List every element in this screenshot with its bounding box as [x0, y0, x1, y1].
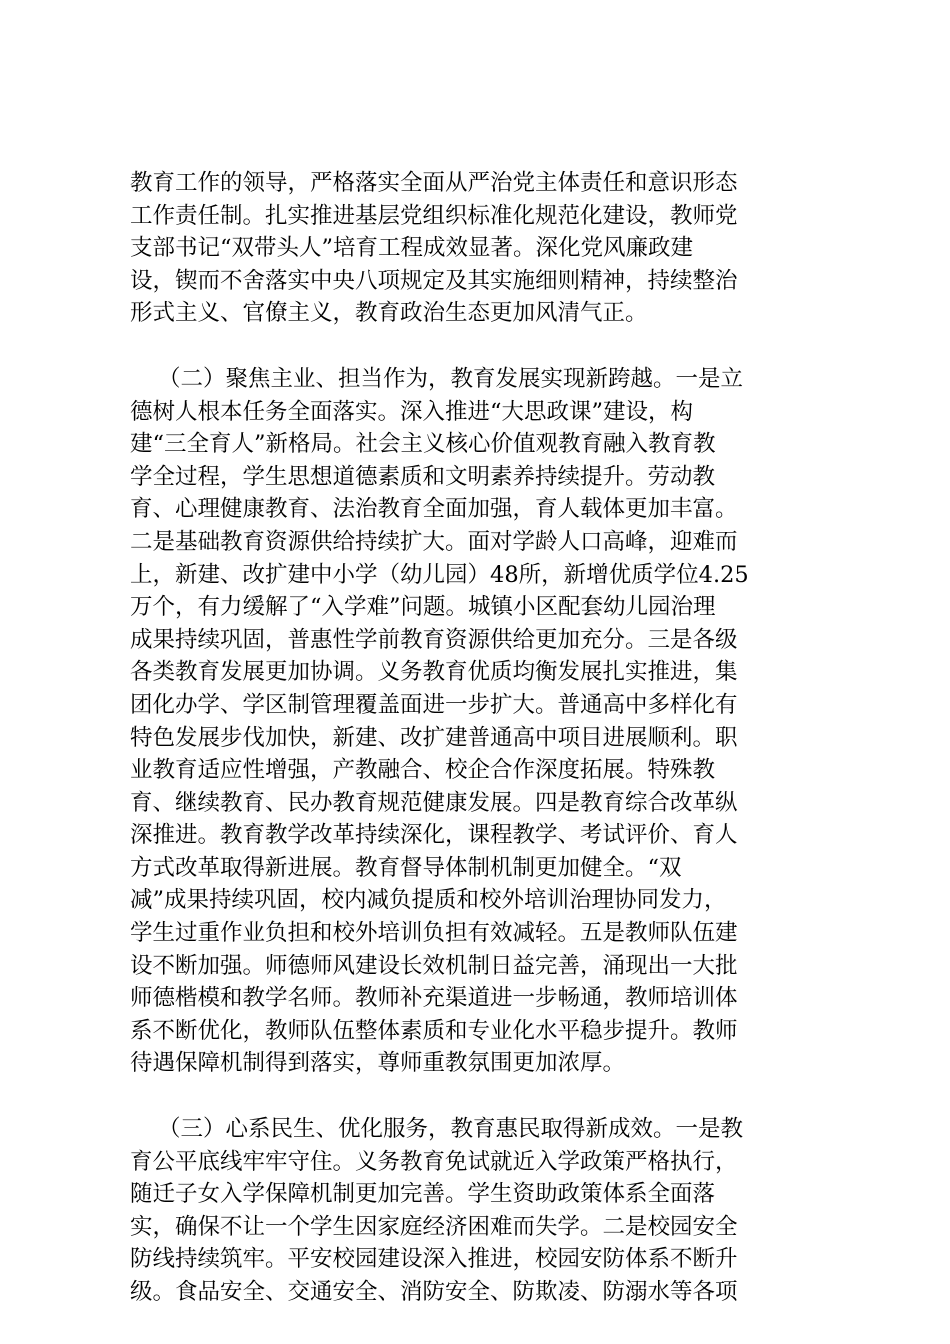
- text-line: 师德楷模和教学名师。教师补充渠道进一步畅通，教师培训体: [130, 985, 738, 1012]
- text-line: 级。食品安全、交通安全、消防安全、防欺凌、防溺水等各项: [130, 1279, 738, 1305]
- text-line: 支部书记“双带头人”培育工程成效显著。深化党风廉政建: [130, 235, 694, 262]
- text-line: 方式改革取得新进展。教育督导体制机制更加健全。“双: [130, 854, 682, 881]
- text-line: 学全过程，学生思想道德素质和文明素养持续提升。劳动教: [130, 463, 716, 490]
- text-line: 教育工作的领导，严格落实全面从严治党主体责任和意识形态: [130, 170, 738, 196]
- text-line: 学生过重作业负担和校外培训负担有效减轻。五是教师队伍建: [130, 920, 738, 947]
- text-line: （三）心系民生、优化服务，教育惠民取得新成效。一是教: [158, 1116, 744, 1143]
- text-line: 待遇保障机制得到落实，尊师重教氛围更加浓厚。: [130, 1050, 626, 1077]
- text-line: 工作责任制。扎实推进基层党组织标准化规范化建设，教师党: [130, 202, 738, 229]
- paragraph-3: [130, 1113, 827, 1309]
- text-line: 深推进。教育教学改革持续深化，课程教学、考试评价、育人: [130, 822, 738, 849]
- text-line: 二是基础教育资源供给持续扩大。面对学龄人口高峰，迎难而: [130, 528, 738, 555]
- text-line: 特色发展步伐加快，新建、改扩建普通高中项目进展顺利。职: [130, 724, 738, 751]
- text-line: 育、继续教育、民办教育规范健康发展。四是教育综合改革纵: [130, 789, 738, 816]
- document-body: [130, 167, 827, 1342]
- text-line: 上，新建、改扩建中小学（幼儿园）48所，新增优质学位4.25: [130, 561, 749, 588]
- paragraph-1: [130, 167, 827, 330]
- text-line: 设，锲而不舍落实中央八项规定及其实施细则精神，持续整治: [130, 267, 738, 294]
- text-line: 团化办学、学区制管理覆盖面进一步扩大。普通高中多样化有: [130, 691, 738, 718]
- text-line: 德树人根本任务全面落实。深入推进“大思政课”建设，构: [130, 398, 694, 425]
- text-line: 随迁子女入学保障机制更加完善。学生资助政策体系全面落: [130, 1181, 716, 1208]
- text-line: 育、心理健康教育、法治教育全面加强，育人载体更加丰富。: [130, 496, 738, 523]
- text-line: 实，确保不让一个学生因家庭经济困难而失学。二是校园安全: [130, 1213, 738, 1240]
- text-line: 系不断优化，教师队伍整体素质和专业化水平稳步提升。教师: [130, 1017, 738, 1044]
- text-line: 万个，有力缓解了“入学难”问题。城镇小区配套幼儿园治理: [130, 594, 716, 621]
- text-line: 业教育适应性增强，产教融合、校企合作深度拓展。特殊教: [130, 757, 716, 784]
- text-line: 防线持续筑牢。平安校园建设深入推进，校园安防体系不断升: [130, 1246, 738, 1273]
- text-line: 育公平底线牢牢守住。义务教育免试就近入学政策严格执行，: [130, 1148, 738, 1175]
- text-line: 成果持续巩固，普惠性学前教育资源供给更加充分。三是各级: [130, 626, 738, 653]
- text-line: 建“三全育人”新格局。社会主义核心价值观教育融入教育教: [130, 431, 716, 458]
- text-line: 设不断加强。师德师风建设长效机制日益完善，涌现出一大批: [130, 952, 738, 979]
- paragraph-2: [130, 363, 827, 1080]
- text-line: 各类教育发展更加协调。义务教育优质均衡发展扎实推进，集: [130, 659, 738, 686]
- text-line: 形式主义、官僚主义，教育政治生态更加风清气正。: [130, 300, 648, 327]
- text-line: （二）聚焦主业、担当作为，教育发展实现新跨越。一是立: [158, 365, 744, 392]
- text-line: 减”成果持续巩固，校内减负提质和校外培训治理协同发力，: [130, 887, 727, 914]
